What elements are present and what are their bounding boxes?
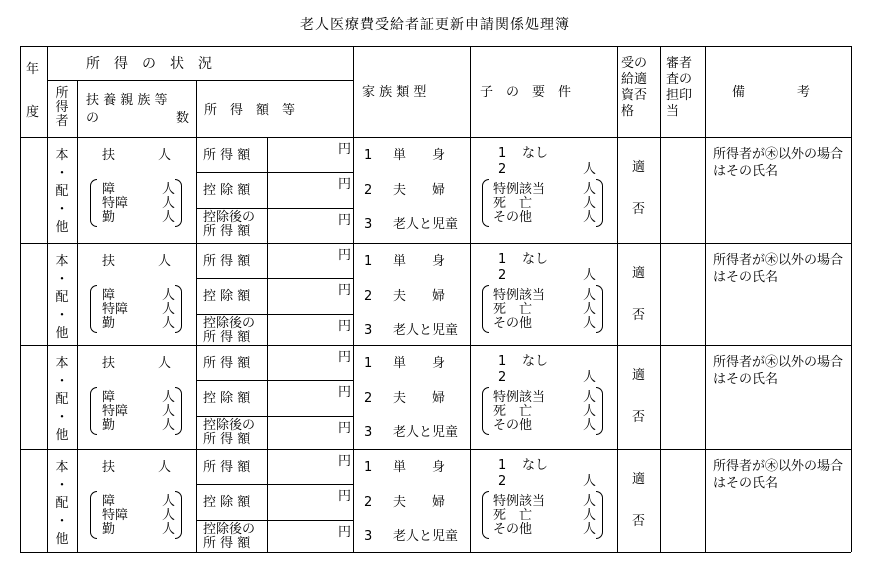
deduction-yen: 円 <box>338 385 352 400</box>
family-type-elder-child: 老人と児童 <box>393 529 459 544</box>
child-req-special: 特例該当 <box>493 288 546 303</box>
eligibility-ok: 適 <box>632 472 646 487</box>
dependents-fu-count: 人 <box>158 356 172 371</box>
header-dependents: 扶 養 親 族 等 <box>86 93 168 108</box>
family-type-couple: 夫 婦 <box>393 183 446 198</box>
dependents-fu-count: 人 <box>158 460 172 475</box>
family-type-elder-child: 老人と児童 <box>393 323 459 338</box>
dependents-fu: 扶 <box>102 254 116 269</box>
remark-text: 所得者が㊍以外の場合はその氏名 <box>713 459 844 491</box>
income-yen: 円 <box>338 454 352 469</box>
eligibility-ok: 適 <box>632 266 646 281</box>
deduction-label: 控 除 額 <box>203 391 251 406</box>
deduction-yen: 円 <box>338 489 352 504</box>
earner-options: 本 ・ 配 ・ 他 <box>55 254 69 341</box>
dependents-fu-count: 人 <box>158 254 172 269</box>
child-req-none: なし <box>522 354 549 369</box>
deduction-label: 控 除 額 <box>203 183 251 198</box>
eligibility-ng: 否 <box>632 202 646 217</box>
child-req-special: 特例該当 <box>493 494 546 509</box>
child-req-death: 死 亡 <box>493 508 533 523</box>
deduction-label: 控 除 額 <box>203 495 251 510</box>
after-deduction-yen: 円 <box>338 319 352 334</box>
header-dependents-no: の <box>86 111 100 126</box>
child-req-count: 人 <box>583 268 597 283</box>
family-type-couple: 夫 婦 <box>393 289 446 304</box>
remark-text: 所得者が㊍以外の場合はその氏名 <box>713 147 844 179</box>
dependents-tokusho: 特障 <box>102 508 129 523</box>
dependents-sho: 障 <box>102 288 116 303</box>
dependents-tokusho: 特障 <box>102 196 129 211</box>
eligibility-ok: 適 <box>632 160 646 175</box>
after-deduction-label: 控除後の <box>203 210 256 225</box>
child-req-special: 特例該当 <box>493 182 546 197</box>
child-req-special: 特例該当 <box>493 390 546 405</box>
dependents-fu: 扶 <box>102 460 116 475</box>
header-year-bottom: 度 <box>26 105 40 120</box>
header-family-type: 家 族 類 型 <box>362 85 427 100</box>
after-deduction-yen: 円 <box>338 421 352 436</box>
header-year-top: 年 <box>26 62 40 77</box>
income-label: 所 得 額 <box>203 460 251 475</box>
family-type-elder-child: 老人と児童 <box>393 425 459 440</box>
dependents-fu: 扶 <box>102 356 116 371</box>
family-type-elder-child: 老人と児童 <box>393 217 459 232</box>
income-label: 所 得 額 <box>203 254 251 269</box>
dependents-kin: 勤 <box>102 316 116 331</box>
dependents-kin: 勤 <box>102 210 116 225</box>
child-req-none: なし <box>522 458 549 473</box>
deduction-yen: 円 <box>338 177 352 192</box>
header-remarks: 備 考 <box>732 85 811 100</box>
child-req-death: 死 亡 <box>493 196 533 211</box>
child-req-none: なし <box>522 252 549 267</box>
page-title: 老人医療費受給者証更新申請関係処理簿 <box>300 17 570 33</box>
dependents-fu: 扶 <box>102 148 116 163</box>
eligibility-ng: 否 <box>632 410 646 425</box>
dependents-tokusho: 特障 <box>102 404 129 419</box>
after-deduction-label: 控除後の <box>203 522 256 537</box>
family-type-single: 単 身 <box>393 148 446 163</box>
remark-text: 所得者が㊍以外の場合はその氏名 <box>713 355 844 387</box>
family-type-couple: 夫 婦 <box>393 391 446 406</box>
header-child-requirement: 子 の 要 件 <box>480 85 572 100</box>
dependents-sho: 障 <box>102 494 116 509</box>
deduction-label: 控 除 額 <box>203 289 251 304</box>
income-yen: 円 <box>338 350 352 365</box>
dependents-kin: 勤 <box>102 522 116 537</box>
header-earner: 所 得 者 <box>55 86 69 129</box>
dependents-kin: 勤 <box>102 418 116 433</box>
after-deduction-label: 控除後の <box>203 316 256 331</box>
income-yen: 円 <box>338 142 352 157</box>
earner-options: 本 ・ 配 ・ 他 <box>55 356 69 443</box>
child-req-count: 人 <box>583 474 597 489</box>
header-eligibility: 受の 給適 資否 格 <box>621 56 648 119</box>
child-req-death: 死 亡 <box>493 404 533 419</box>
earner-options: 本 ・ 配 ・ 他 <box>55 460 69 547</box>
income-label: 所 得 額 <box>203 356 251 371</box>
income-label: 所 得 額 <box>203 148 251 163</box>
remark-text: 所得者が㊍以外の場合はその氏名 <box>713 253 844 285</box>
family-type-single: 単 身 <box>393 356 446 371</box>
child-req-other: その他 <box>493 522 533 537</box>
family-type-single: 単 身 <box>393 254 446 269</box>
dependents-fu-count: 人 <box>158 148 172 163</box>
earner-options: 本 ・ 配 ・ 他 <box>55 148 69 235</box>
child-req-other: その他 <box>493 210 533 225</box>
child-req-count: 人 <box>583 370 597 385</box>
header-dependents-count: 数 <box>176 111 190 126</box>
deduction-yen: 円 <box>338 283 352 298</box>
after-deduction-yen: 円 <box>338 525 352 540</box>
family-type-single: 単 身 <box>393 460 446 475</box>
child-req-other: その他 <box>493 418 533 433</box>
income-yen: 円 <box>338 248 352 263</box>
eligibility-ok: 適 <box>632 368 646 383</box>
header-income-amount: 所 得 額 等 <box>204 103 296 118</box>
eligibility-ng: 否 <box>632 308 646 323</box>
header-examiner: 審者 査の 担印 当 <box>666 56 693 119</box>
dependents-sho: 障 <box>102 390 116 405</box>
dependents-sho: 障 <box>102 182 116 197</box>
dependents-tokusho: 特障 <box>102 302 129 317</box>
eligibility-ng: 否 <box>632 514 646 529</box>
after-deduction-label: 控除後の <box>203 418 256 433</box>
child-req-death: 死 亡 <box>493 302 533 317</box>
child-req-other: その他 <box>493 316 533 331</box>
child-req-count: 人 <box>583 162 597 177</box>
header-income-status: 所 得 の 状 況 <box>86 56 212 72</box>
child-req-none: なし <box>522 146 549 161</box>
family-type-couple: 夫 婦 <box>393 495 446 510</box>
after-deduction-yen: 円 <box>338 213 352 228</box>
